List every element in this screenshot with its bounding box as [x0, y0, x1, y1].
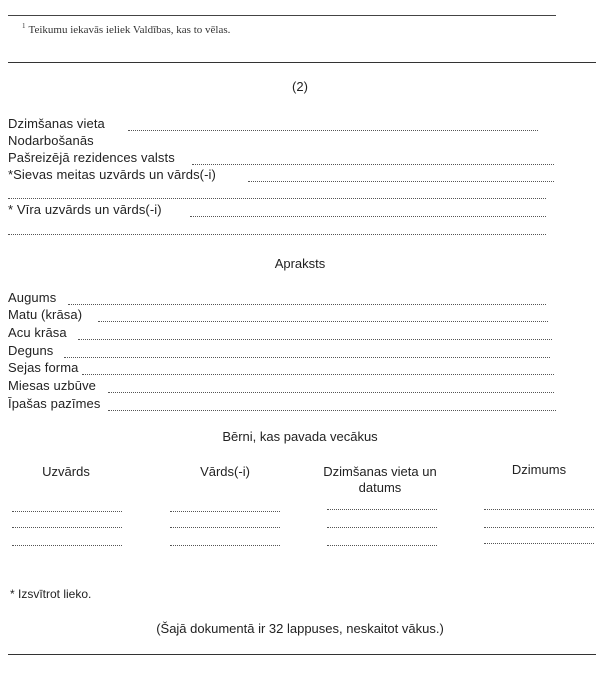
child-cell[interactable] — [327, 545, 437, 546]
field-label: Matu (krāsa) — [8, 307, 83, 322]
field-label: *Sievas meitas uzvārds un vārds(-i) — [8, 167, 216, 182]
fill-line — [8, 184, 546, 199]
child-cell[interactable] — [484, 543, 594, 544]
field-eye-colour[interactable] — [8, 325, 67, 340]
description-heading: Apraksts — [274, 256, 326, 271]
footnote-marker: 1 — [22, 22, 26, 30]
field-label: Acu krāsa — [8, 325, 67, 340]
child-cell[interactable] — [12, 527, 122, 528]
child-cell[interactable] — [12, 545, 122, 546]
fill-line — [82, 360, 554, 375]
field-birthplace[interactable] — [8, 116, 105, 131]
col-sex: Dzimums — [511, 462, 567, 477]
col-surname: Uzvārds — [42, 464, 90, 479]
fill-line — [248, 167, 554, 182]
child-cell[interactable] — [12, 511, 122, 512]
field-label: Deguns — [8, 343, 54, 358]
fill-line — [108, 396, 556, 411]
field-country-residence[interactable] — [8, 150, 175, 165]
col-birth-place-date: Dzimšanas vieta un datums — [323, 464, 437, 495]
bottom-rule — [8, 654, 596, 655]
child-cell[interactable] — [484, 509, 594, 510]
field-occupation[interactable] — [8, 133, 94, 148]
fill-line — [190, 202, 546, 217]
child-cell[interactable] — [170, 511, 280, 512]
field-label: Sejas forma — [8, 360, 79, 375]
child-cell[interactable] — [170, 527, 280, 528]
section-divider — [8, 62, 596, 63]
strike-out-note: * Izsvītrot lieko. — [10, 587, 92, 601]
footnote — [22, 22, 230, 36]
field-hair-colour[interactable] — [8, 307, 82, 322]
child-cell[interactable] — [327, 527, 437, 528]
field-face-shape[interactable] — [8, 360, 78, 375]
fill-line — [8, 220, 546, 235]
children-heading: Bērni, kas pavada vecākus — [222, 429, 378, 444]
field-wife-maiden-name[interactable] — [8, 167, 216, 182]
field-special-marks[interactable] — [8, 396, 100, 411]
footnote-text: Teikumu iekavās ieliek Valdības, kas to vēlas. — [28, 24, 231, 36]
fill-line — [64, 343, 550, 358]
fill-line — [78, 325, 552, 340]
field-label: Dzimšanas vieta — [8, 116, 105, 131]
child-cell[interactable] — [327, 509, 437, 510]
fill-line — [68, 290, 546, 305]
page-number: (2) — [292, 79, 308, 94]
col-given-names: Vārds(-i) — [200, 464, 250, 479]
fill-line — [108, 378, 554, 393]
field-label: Augums — [8, 290, 57, 305]
top-rule — [8, 15, 556, 16]
field-label: Īpašas pazīmes — [8, 396, 101, 411]
field-label: * Vīra uzvārds un vārds(-i) — [8, 202, 162, 217]
field-nose[interactable] — [8, 343, 53, 358]
field-build[interactable] — [8, 378, 96, 393]
field-label: Miesas uzbūve — [8, 378, 97, 393]
field-label: Nodarbošanās — [8, 133, 94, 148]
fill-line — [128, 116, 538, 131]
field-label: Pašreizējā rezidences valsts — [8, 150, 175, 165]
fill-line — [192, 150, 554, 165]
child-cell[interactable] — [170, 545, 280, 546]
field-husband-name[interactable] — [8, 202, 162, 217]
field-height[interactable] — [8, 290, 56, 305]
fill-line — [98, 307, 548, 322]
child-cell[interactable] — [484, 527, 594, 528]
page-count-note: (Šajā dokumentā ir 32 lappuses, neskaitot vākus.) — [156, 621, 444, 636]
